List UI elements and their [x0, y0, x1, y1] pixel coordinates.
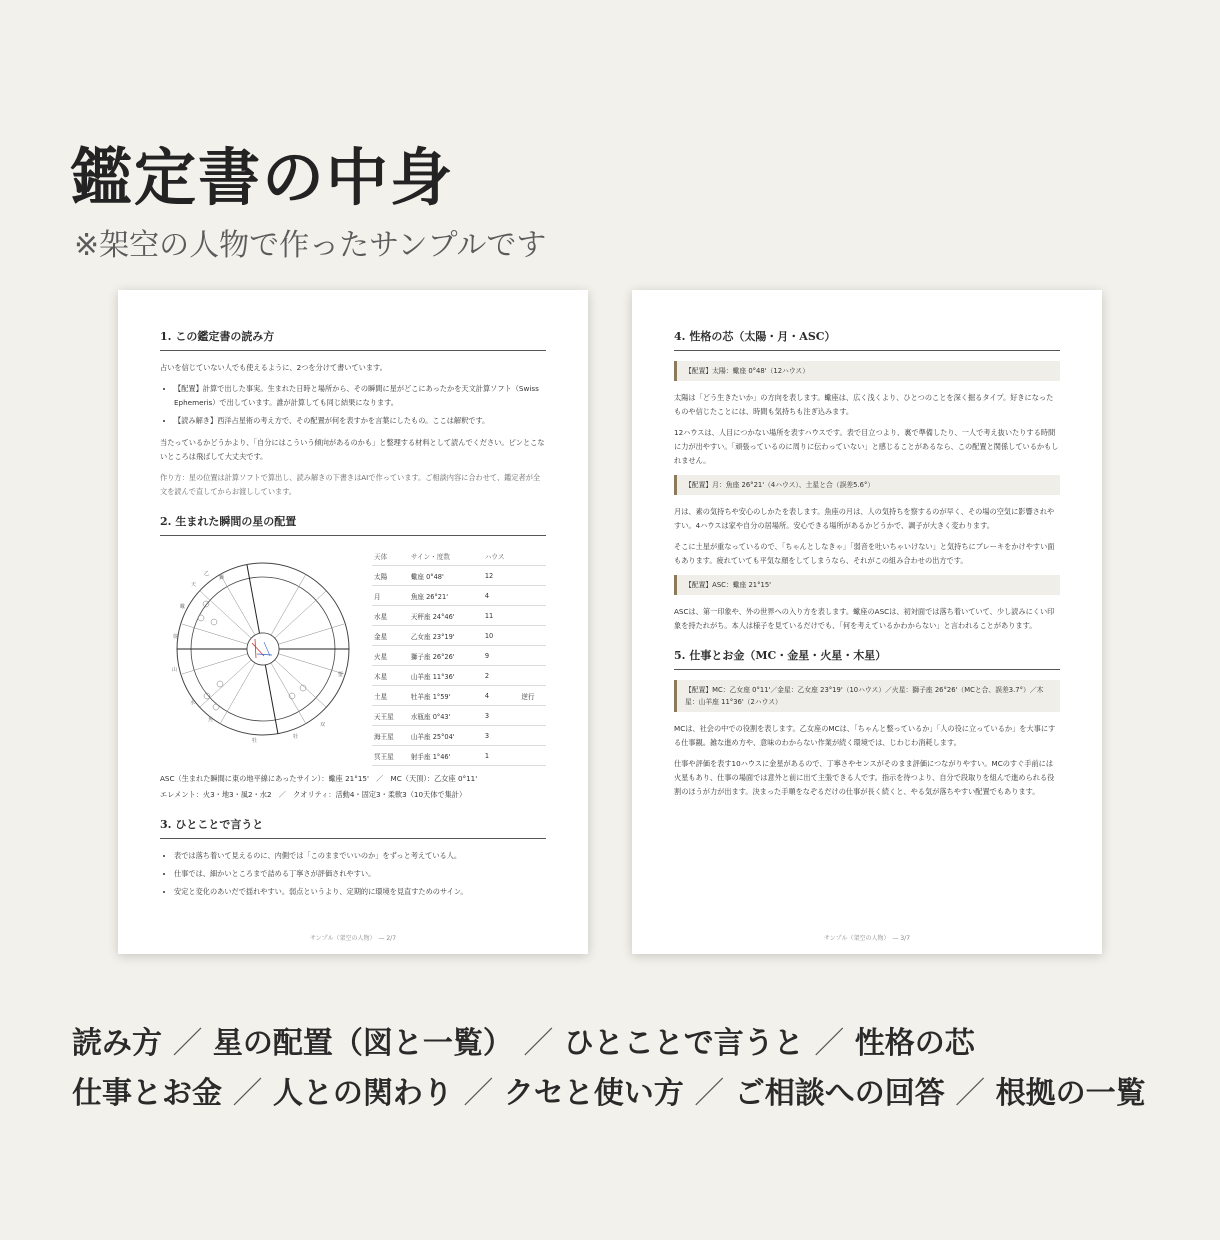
- note: [519, 646, 546, 666]
- house: 4: [483, 586, 520, 606]
- sign-degree: 射手座 1°46': [409, 746, 483, 766]
- contents-item: 仕事とお金: [72, 1076, 222, 1111]
- note: [519, 606, 546, 626]
- house: 9: [483, 646, 520, 666]
- body-text: 12ハウスは、人目につかない場所を表すハウスです。表で目立つより、裏で準備したり、一人で考え抜いたりする時間に力が出やすい。「頑張っているのに周りに伝わっていない」と感じることがあるなら、この配置と関係しているかもしれません。: [674, 428, 1059, 465]
- body-text: 月は、素の気持ちや安心のしかたを表します。魚座の月は、人の気持ちを察するのが早く、その場の空気に影響されやすい。4ハウスは家や自分の居場所。安心できる場所があるかどうかで、調子が大きく変わります。: [674, 507, 1055, 530]
- section-heading-reading: 1. この鑑定書の読み方: [160, 328, 546, 351]
- table-row: [372, 646, 546, 666]
- intro-text: 占いを信じていない人でも使えるように、2つを分けて書いています。: [160, 363, 387, 372]
- method-note: 作り方：星の位置は計算ソフトで算出し、読み解きの下書きはAIで作っています。ご相談内容に合わせて、鑑定者が全文を読んで直してからお渡ししています。: [160, 473, 541, 496]
- sign-degree: 天秤座 24°46': [409, 606, 483, 626]
- sign-degree: 蠍座 0°48': [409, 566, 483, 586]
- separator: ／: [232, 1076, 263, 1111]
- page-title: 鑑定書の中身: [70, 141, 455, 214]
- svg-text:蟹: 蟹: [338, 672, 344, 678]
- contents-item: 性格の芯: [854, 1026, 975, 1061]
- svg-text:魚: 魚: [208, 717, 214, 723]
- note: [519, 626, 546, 646]
- sign-degree: 獅子座 26°26': [409, 646, 483, 666]
- note: [519, 746, 546, 766]
- contents-item: 根拠の一覧: [995, 1076, 1146, 1111]
- reading-bullets: [160, 382, 546, 428]
- separator: ／: [463, 1076, 494, 1111]
- section-heading-core: 4. 性格の芯（太陽・月・ASC）: [674, 328, 1060, 351]
- svg-text:獅: 獅: [219, 575, 225, 581]
- house: 12: [483, 566, 520, 586]
- sign-degree: 牡羊座 1°59': [409, 686, 483, 706]
- contents-item: クセと使い方: [503, 1076, 684, 1111]
- planet-name: 冥王星: [372, 746, 409, 766]
- contents-list-line-2: [72, 1074, 1146, 1114]
- planet-table: [372, 546, 546, 766]
- column-header: 天体: [372, 546, 409, 566]
- planet-name: 月: [372, 586, 409, 606]
- list-item: • 仕事では、細かいところまで詰める丁寧さが評価されやすい。: [174, 867, 546, 881]
- placement-callout: 【配置】太陽：蠍座 0°48'（12ハウス）: [674, 361, 1060, 381]
- placement-callout: 【配置】月：魚座 26°21'（4ハウス）、土星と合（誤差5.6°）: [674, 475, 1060, 495]
- page-footer: サンプル（架空の人物） — 2/7: [309, 935, 397, 942]
- contents-item: 星の配置（図と一覧）: [212, 1026, 513, 1061]
- planet-name: 海王星: [372, 726, 409, 746]
- body-text: 仕事や評価を表す10ハウスに金星があるので、丁寧さやセンスがそのまま評価につながりやすい。MCのすぐ手前には火星もあり、仕事の場面では意外と前に出て主張できる人です。指示を待つより、自分で段取りを組んで進められる役割のほうが力が出ます。決まった手順をなぞるだけの仕事が長く続くと、やる気が落ちやすい配置でもあります。: [674, 759, 1055, 796]
- table-row: [372, 726, 546, 746]
- sample-page-right: [632, 290, 1102, 954]
- house: 10: [483, 626, 520, 646]
- house: 1: [483, 746, 520, 766]
- body-text: 当たっているかどうかより、「自分にはこういう傾向があるのかも」と整理する材料として読んでください。ピンとこないところは飛ばして大丈夫です。: [160, 438, 545, 461]
- planet-name: 土星: [372, 686, 409, 706]
- separator: ／: [523, 1026, 554, 1061]
- contents-item: ご相談への回答: [734, 1076, 945, 1111]
- table-row: [372, 586, 546, 606]
- separator: ／: [172, 1026, 203, 1061]
- natal-chart-wheel-image: [160, 546, 366, 752]
- contents-list-line-1: [72, 1024, 975, 1064]
- svg-text:双: 双: [320, 722, 326, 728]
- note: [519, 566, 546, 586]
- note: 逆行: [519, 686, 546, 706]
- note: [519, 706, 546, 726]
- column-header: サイン・度数: [409, 546, 483, 566]
- house: 3: [483, 706, 520, 726]
- placement-callout: 【配置】MC：乙女座 0°11'／金星：乙女座 23°19'（10ハウス）／火星：獅子座 26°26'（MCと合、誤差3.7°）／木星：山羊座 11°36'（2ハウス）: [674, 680, 1060, 712]
- summary-bullets: [160, 849, 546, 899]
- body-text: MCは、社会の中での役割を表します。乙女座のMCは、「ちゃんと整っているか」「人の役に立っているか」を大事にする仕事観。雑な進め方や、意味のわからない作業が続く環境では、じわじわ消耗します。: [674, 724, 1056, 747]
- separator: ／: [694, 1076, 725, 1111]
- body-text: 太陽は「どう生きたいか」の方向を表します。蠍座は、広く浅くより、ひとつのことを深く掘るタイプ。好きになったものや信じたことには、時間も気持ちも注ぎ込みます。: [674, 393, 1054, 416]
- sign-degree: 山羊座 25°04': [409, 726, 483, 746]
- page-subtitle: ※架空の人物で作ったサンプルです: [74, 228, 547, 263]
- house: 2: [483, 666, 520, 686]
- sample-page-left: [118, 290, 588, 954]
- body-text: ASCは、第一印象や、外の世界への入り方を表します。蠍座のASCは、初対面では落ち着いていて、少し読みにくい印象を持たれがち。本人は様子を見ているだけでも、「何を考えているかわからない」と言われることがあります。: [674, 607, 1055, 630]
- list-item: • 【配置】計算で出した事実。生まれた日時と場所から、その瞬間に星がどこにあったかを天文計算ソフト（Swiss Ephemeris）で出しています。誰が計算しても同じ結果になります。: [174, 382, 546, 410]
- svg-text:蠍: 蠍: [180, 604, 186, 610]
- table-row: [372, 606, 546, 626]
- house: 4: [483, 686, 520, 706]
- list-item: • 【読み解き】西洋占星術の考え方で、その配置が何を表すかを言葉にしたもの。ここは解釈です。: [174, 414, 546, 428]
- planet-name: 火星: [372, 646, 409, 666]
- table-row: [372, 626, 546, 646]
- svg-text:牡: 牡: [293, 734, 299, 740]
- separator: ／: [814, 1026, 845, 1061]
- table-row: [372, 686, 546, 706]
- table-row: [372, 746, 546, 766]
- planet-name: 天王星: [372, 706, 409, 726]
- column-header: [519, 546, 546, 566]
- body-text: そこに土星が重なっているので、「ちゃんとしなきゃ」「弱音を吐いちゃいけない」と気持ちにブレーキをかけやすい面もあります。疲れていても平気な顔をしてしまうなら、それがこの組み合わせの出方です。: [674, 542, 1055, 565]
- section-heading-chart: 2. 生まれた瞬間の星の配置: [160, 513, 546, 536]
- svg-text:牡: 牡: [252, 738, 258, 744]
- sign-degree: 乙女座 23°19': [409, 626, 483, 646]
- page-footer: サンプル（架空の人物） — 3/7: [823, 935, 911, 942]
- planet-name: 太陽: [372, 566, 409, 586]
- house: 3: [483, 726, 520, 746]
- element-quality-line: エレメント：火3・地3・風2・水2 ／ クオリティ：活動4・固定3・柔軟3（10天体で集計）: [160, 790, 467, 799]
- column-header: ハウス: [483, 546, 520, 566]
- table-row: [372, 666, 546, 686]
- planet-name: 水星: [372, 606, 409, 626]
- sign-degree: 水瓶座 0°43': [409, 706, 483, 726]
- table-row: [372, 706, 546, 726]
- asc-mc-line: ASC（生まれた瞬間に東の地平線にあったサイン）：蠍座 21°15' ／ MC（天頂）：乙女座 0°11': [160, 774, 478, 783]
- contents-item: 読み方: [72, 1026, 162, 1061]
- separator: ／: [955, 1076, 986, 1111]
- sign-degree: 魚座 26°21': [409, 586, 483, 606]
- note: [519, 666, 546, 686]
- note: [519, 586, 546, 606]
- svg-text:天: 天: [191, 582, 197, 588]
- svg-text:水: 水: [190, 700, 196, 706]
- contents-item: ひとことで言うと: [563, 1026, 804, 1061]
- contents-item: 人との関わり: [272, 1076, 453, 1111]
- placement-callout: 【配置】ASC：蠍座 21°15': [674, 575, 1060, 595]
- table-row: [372, 566, 546, 586]
- list-item: • 安定と変化のあいだで揺れやすい。弱点というより、定期的に環境を見直すためのサイン。: [174, 885, 546, 899]
- sign-degree: 山羊座 11°36': [409, 666, 483, 686]
- section-heading-summary: 3. ひとことで言うと: [160, 816, 546, 839]
- svg-text:山: 山: [172, 667, 178, 673]
- svg-text:乙: 乙: [204, 571, 210, 577]
- table-header-row: [372, 546, 546, 566]
- planet-name: 木星: [372, 666, 409, 686]
- house: 11: [483, 606, 520, 626]
- note: [519, 726, 546, 746]
- section-heading-work: 5. 仕事とお金（MC・金星・火星・木星）: [674, 647, 1060, 670]
- list-item: • 表では落ち着いて見えるのに、内側では「このままでいいのか」をずっと考えている人。: [174, 849, 546, 863]
- svg-text:射: 射: [173, 634, 179, 640]
- planet-name: 金星: [372, 626, 409, 646]
